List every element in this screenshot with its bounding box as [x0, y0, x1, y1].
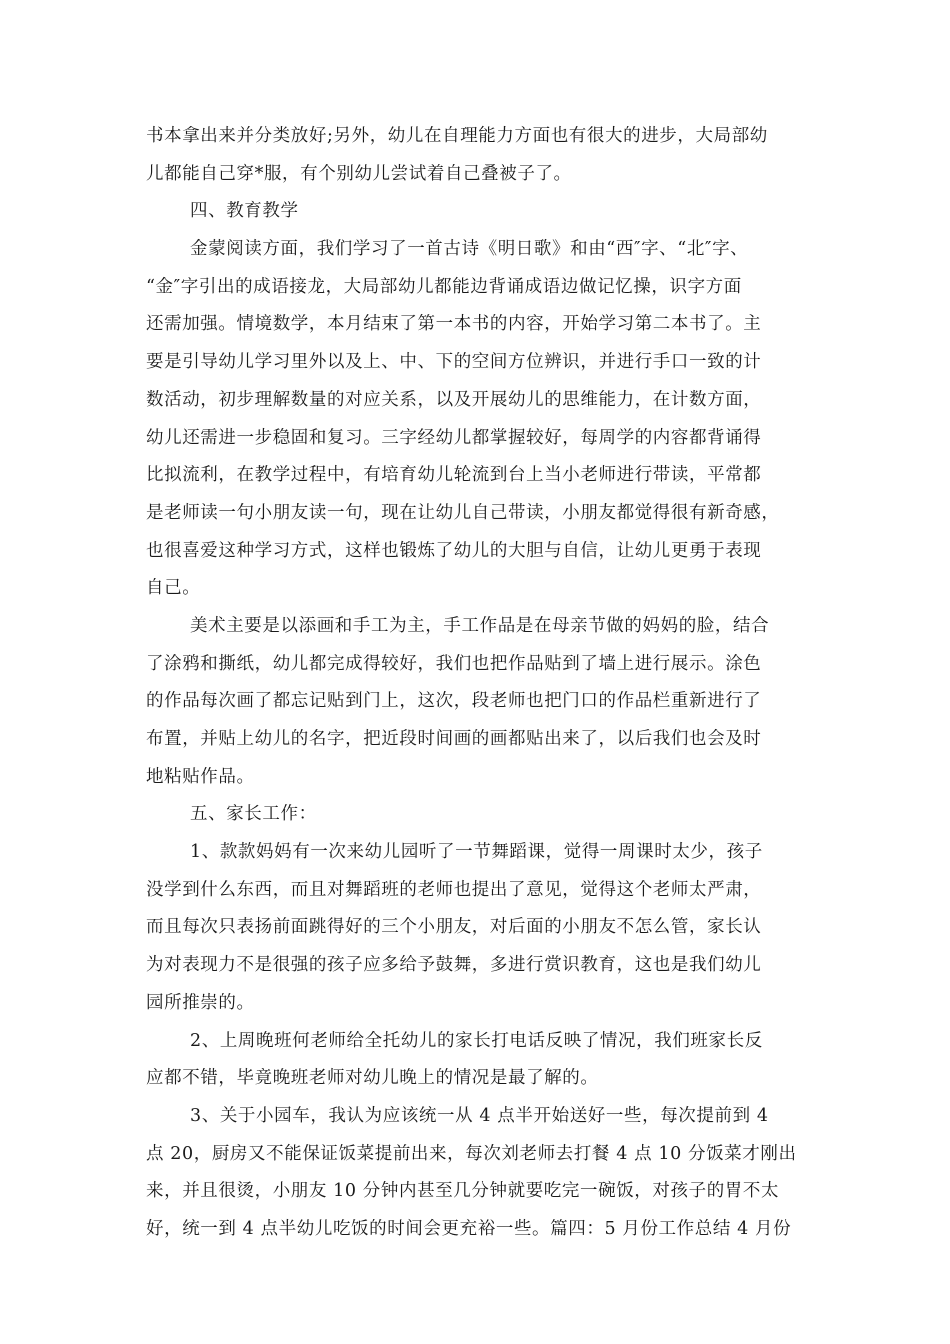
text-line: 五、家长工作：	[190, 804, 317, 825]
text-line: 书本拿出来并分类放好;另外，幼儿在自理能力方面也有很大的进步，大局部幼	[146, 126, 768, 146]
text-line: 四、教育教学	[190, 201, 299, 222]
text-line: 要是引导幼儿学习里外以及上、中、下的空间方位辨识，并进行手口一致的计	[146, 352, 762, 373]
text-line: 幼儿还需进一步稳固和复习。三字经幼儿都掌握较好，每周学的内容都背诵得	[146, 427, 762, 448]
text-line: 为对表现力不是很强的孩子应多给予鼓舞，多进行赏识教育，这也是我们幼儿	[146, 955, 762, 976]
text-line: 布置，并贴上幼儿的名字，把近段时间画的画都贴出来了，以后我们也会及时	[146, 729, 762, 749]
text-line: 来，并且很烫，小朋友 10 分钟内甚至几分钟就要吃完一碗饭，对孩子的胃不太	[146, 1181, 780, 1202]
text-line: 金蒙阅读方面，我们学习了一首古诗《明日歌》和由“西″字、“北″字、	[190, 239, 749, 260]
text-line: 自己。	[146, 578, 201, 599]
text-line: 园所推崇的。	[146, 992, 255, 1013]
text-line: 点 20，厨房又不能保证饭菜提前出来，每次刘老师去打餐 4 点 10 分饭菜才刚出	[146, 1143, 797, 1164]
text-line: 3、关于小园车，我认为应该统一从 4 点半开始送好一些，每次提前到 4	[190, 1105, 769, 1126]
text-line: “金″字引出的成语接龙，大局部幼儿都能边背诵成语边做记忆操，识字方面	[146, 276, 742, 297]
text-line: 还需加强。情境数学，本月结束了第一本书的内容，开始学习第二本书了。主	[146, 314, 762, 335]
text-line: 好，统一到 4 点半幼儿吃饭的时间会更充裕一些。篇四：5 月份工作总结 4 月份	[146, 1218, 792, 1239]
text-line: 比拟流利，在教学过程中，有培育幼儿轮流到台上当小老师进行带读，平常都	[146, 465, 762, 486]
text-line: 是老师读一句小朋友读一句，现在让幼儿自己带读，小朋友都觉得很有新奇感，	[146, 502, 780, 523]
text-line: 1、款款妈妈有一次来幼儿园听了一节舞蹈课，觉得一周课时太少，孩子	[190, 842, 763, 863]
text-line: 没学到什么东西，而且对舞蹈班的老师也提出了意见，觉得这个老师太严肃，	[146, 879, 762, 900]
text-line: 美术主要是以添画和手工为主，手工作品是在母亲节做的妈妈的脸，结合	[190, 615, 770, 636]
text-line: 的作品每次画了都忘记贴到门上，这次，段老师也把门口的作品栏重新进行了	[146, 691, 762, 712]
text-line: 地粘贴作品。	[146, 766, 255, 787]
text-line: 而且每次只表扬前面跳得好的三个小朋友，对后面的小朋友不怎么管，家长认	[146, 917, 762, 938]
text-line: 应都不错，毕竟晚班老师对幼儿晚上的情况是最了解的。	[146, 1068, 599, 1089]
text-line: 也很喜爱这种学习方式，这样也锻炼了幼儿的大胆与自信，让幼儿更勇于表现	[146, 540, 762, 561]
text-line: 数活动，初步理解数量的对应关系，以及开展幼儿的思维能力，在计数方面，	[146, 389, 762, 410]
text-line: 了涂鸦和撕纸，幼儿都完成得较好，我们也把作品贴到了墙上进行展示。涂色	[146, 653, 762, 674]
text-line: 儿都能自己穿*服，有个别幼儿尝试着自己叠被子了。	[146, 163, 572, 184]
text-line: 2、上周晚班何老师给全托幼儿的家长打电话反映了情况，我们班家长反	[190, 1030, 763, 1051]
document-body	[146, 118, 816, 1249]
